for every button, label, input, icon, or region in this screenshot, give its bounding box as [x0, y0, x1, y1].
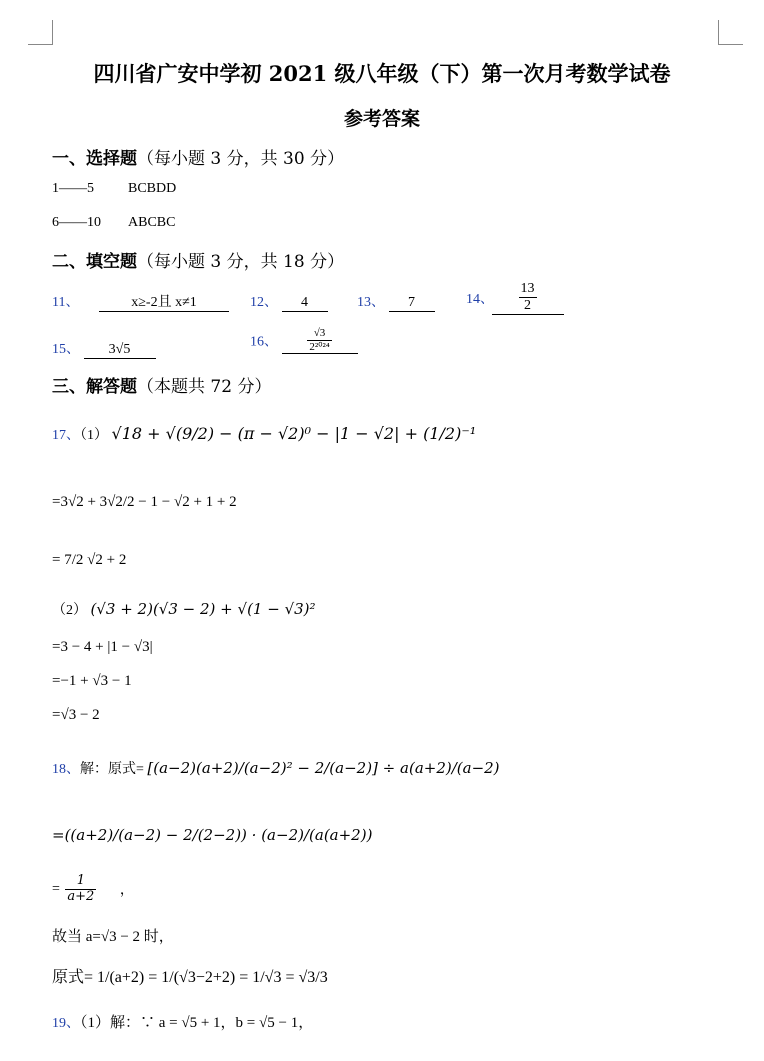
corner-mark-right	[718, 20, 743, 45]
q17-step-4: =−1 + √3 − 1	[52, 673, 132, 689]
corner-mark-left	[28, 20, 53, 45]
numerator: 13	[519, 281, 537, 298]
fill-item-12	[250, 291, 328, 312]
comma: ，	[119, 883, 134, 899]
part-label: （1）	[80, 428, 108, 443]
q18-line-4: 故当 a=√3 − 2 时，	[52, 929, 174, 945]
q17-part2	[52, 599, 316, 619]
fill-answer	[492, 281, 564, 315]
q18-line-1	[52, 758, 500, 778]
fill-item-11	[52, 291, 229, 312]
equals-sign: =	[52, 881, 60, 897]
fill-answer: x≥-2且 x≠1	[99, 291, 229, 312]
choice-range: 1——5	[52, 181, 94, 196]
fill-answer: 3√5	[84, 342, 156, 359]
q18-line-3	[52, 874, 134, 905]
question-number: 18、	[52, 762, 80, 777]
fill-item-16	[250, 327, 358, 354]
math-expression: (√3 + 2)(√3 − 2) + √(1 − √3)²	[90, 600, 316, 618]
choice-answers: ABCBC	[128, 215, 176, 230]
q18-line-2: =((a+2)/(a−2) − 2/(2−2)) · (a−2)/(a(a+2))	[52, 826, 373, 844]
q17-step-2: = 7/2 √2 + 2	[52, 552, 127, 568]
item-number: 12、	[250, 295, 278, 310]
page-title: 四川省广安中学初 2021 级八年级（下）第一次月考数学试卷	[93, 61, 671, 86]
q17-step-3: =3 − 4 + |1 − √3|	[52, 639, 153, 655]
section-2-heading	[52, 247, 344, 272]
fill-answer	[282, 327, 358, 354]
math-expression: √18 + √(9/2) − (π − √2)⁰ − |1 − √2| + (1/2)⁻¹	[111, 424, 477, 443]
fraction	[519, 281, 537, 314]
page-subtitle: 参考答案	[343, 108, 420, 130]
section-3-note: （本题共 72 分）	[137, 377, 272, 397]
section-1-note: （每小题 3 分，共 30 分）	[137, 149, 345, 169]
numerator: √3	[307, 327, 331, 341]
choice-row-2	[52, 215, 175, 231]
item-number: 11、	[52, 295, 80, 310]
math-expression: [(a−2)(a+2)/(a−2)² − 2/(a−2)] ÷ a(a+2)/(a−2)	[147, 759, 500, 777]
question-number: 19、	[52, 1016, 80, 1031]
fill-answer: 7	[389, 295, 435, 312]
item-number: 13、	[357, 295, 385, 310]
section-2-note: （每小题 3 分，共 18 分）	[137, 252, 345, 272]
q19-line-1	[52, 1011, 313, 1032]
denominator: 2	[524, 298, 531, 314]
item-number: 14、	[466, 292, 494, 308]
section-3-title: 三、解答题	[52, 377, 137, 397]
section-1-title: 一、选择题	[52, 149, 137, 169]
item-number: 15、	[52, 342, 80, 357]
denominator: a+2	[67, 888, 95, 904]
question-number: 17、	[52, 428, 80, 443]
solution-intro: 解：原式=	[80, 762, 144, 777]
choice-answers: BCBDD	[128, 181, 177, 196]
q17-step-1: =3√2 + 3√2/2 − 1 − √2 + 1 + 2	[52, 494, 237, 510]
q17-part1	[52, 424, 476, 444]
fill-item-15	[52, 338, 156, 359]
question-text: （1）解：∵ a = √5 + 1，b = √5 − 1，	[80, 1015, 314, 1031]
item-number: 16、	[250, 334, 278, 350]
q18-line-5: 原式= 1/(a+2) = 1/(√3−2+2) = 1/√3 = √3/3	[52, 969, 328, 986]
section-2-title: 二、填空题	[52, 252, 137, 272]
fraction	[65, 874, 96, 905]
fill-answer: 4	[282, 295, 328, 312]
fill-item-14	[466, 281, 564, 315]
section-1-heading	[52, 144, 344, 169]
fraction	[307, 327, 331, 353]
denominator: 2²⁰²⁴	[309, 340, 330, 353]
choice-range: 6——10	[52, 215, 101, 230]
choice-row-1	[52, 181, 176, 197]
section-3-heading	[52, 372, 271, 397]
numerator: 1	[65, 874, 96, 890]
q17-step-5: =√3 − 2	[52, 707, 100, 723]
part-label: （2）	[52, 603, 87, 618]
fill-item-13	[357, 291, 435, 312]
